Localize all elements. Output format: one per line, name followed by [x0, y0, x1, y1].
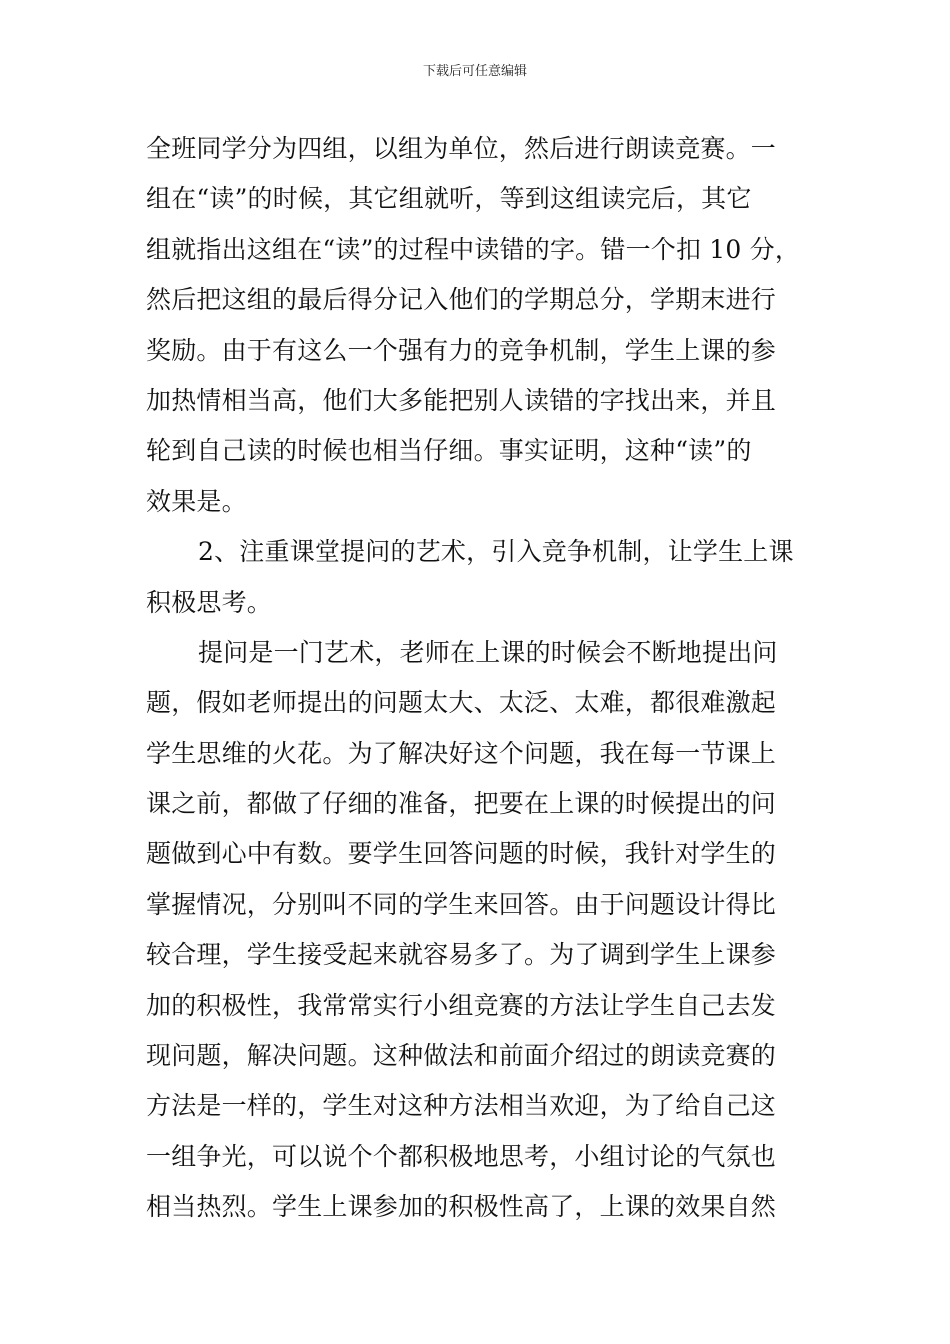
text-line: 题做到心中有数。要学生回答问题的时候，我针对学生的 — [146, 839, 777, 869]
text-line: 掌握情况，分别叫不同的学生来回答。由于问题设计得比 — [146, 889, 777, 919]
text-line: 然后把这组的最后得分记入他们的学期总分，学期末进行 — [146, 285, 777, 315]
text-line: 组就指出这组在“读”的过程中读错的字。错一个扣 10 分， — [146, 234, 801, 264]
text-line: 一组争光，可以说个个都积极地思考，小组讨论的气氛也 — [146, 1141, 777, 1171]
text-line: 全班同学分为四组，以组为单位，然后进行朗读竞赛。一 — [146, 134, 777, 163]
text-line: 学生思维的火花。为了解决好这个问题，我在每一节课上 — [146, 738, 777, 768]
text-line: 加的积极性，我常常实行小组竞赛的方法让学生自己去发 — [146, 990, 777, 1020]
text-line: 题，假如老师提出的问题太大、太泛、太难，都很难激起 — [146, 688, 777, 718]
text-line: 课之前，都做了仔细的准备，把要在上课的时候提出的问 — [146, 789, 777, 819]
paragraph-start-line: 提问是一门艺术，老师在上课的时候会不断地提出问 — [198, 637, 778, 667]
text-line: 方法是一样的，学生对这种方法相当欢迎，为了给自己这 — [146, 1091, 777, 1121]
text-line: 现问题，解决问题。这种做法和前面介绍过的朗读竞赛的 — [146, 1041, 777, 1071]
text-line: 较合理，学生接受起来就容易多了。为了调到学生上课参 — [146, 940, 777, 970]
page-header: 下载后可任意编辑 — [422, 64, 527, 79]
text-line: 组在“读”的时候，其它组就听，等到这组读完后，其它 — [146, 184, 752, 214]
text-line: 效果是。 — [146, 486, 247, 516]
text-line: 相当热烈。学生上课参加的积极性高了，上课的效果自然 — [146, 1192, 777, 1222]
text-line: 加热情相当高，他们大多能把别人读错的字找出来，并且 — [146, 385, 777, 415]
document-body — [146, 124, 826, 1233]
text-line: 轮到自己读的时候也相当仔细。事实证明，这种“读”的 — [146, 436, 752, 466]
section-heading-line: 积极思考。 — [146, 587, 273, 617]
text-line: 奖励。由于有这么一个强有力的竞争机制，学生上课的参 — [146, 335, 777, 365]
section-heading-line: 2、注重课堂提问的艺术，引入竞争机制，让学生上课 — [198, 537, 794, 567]
